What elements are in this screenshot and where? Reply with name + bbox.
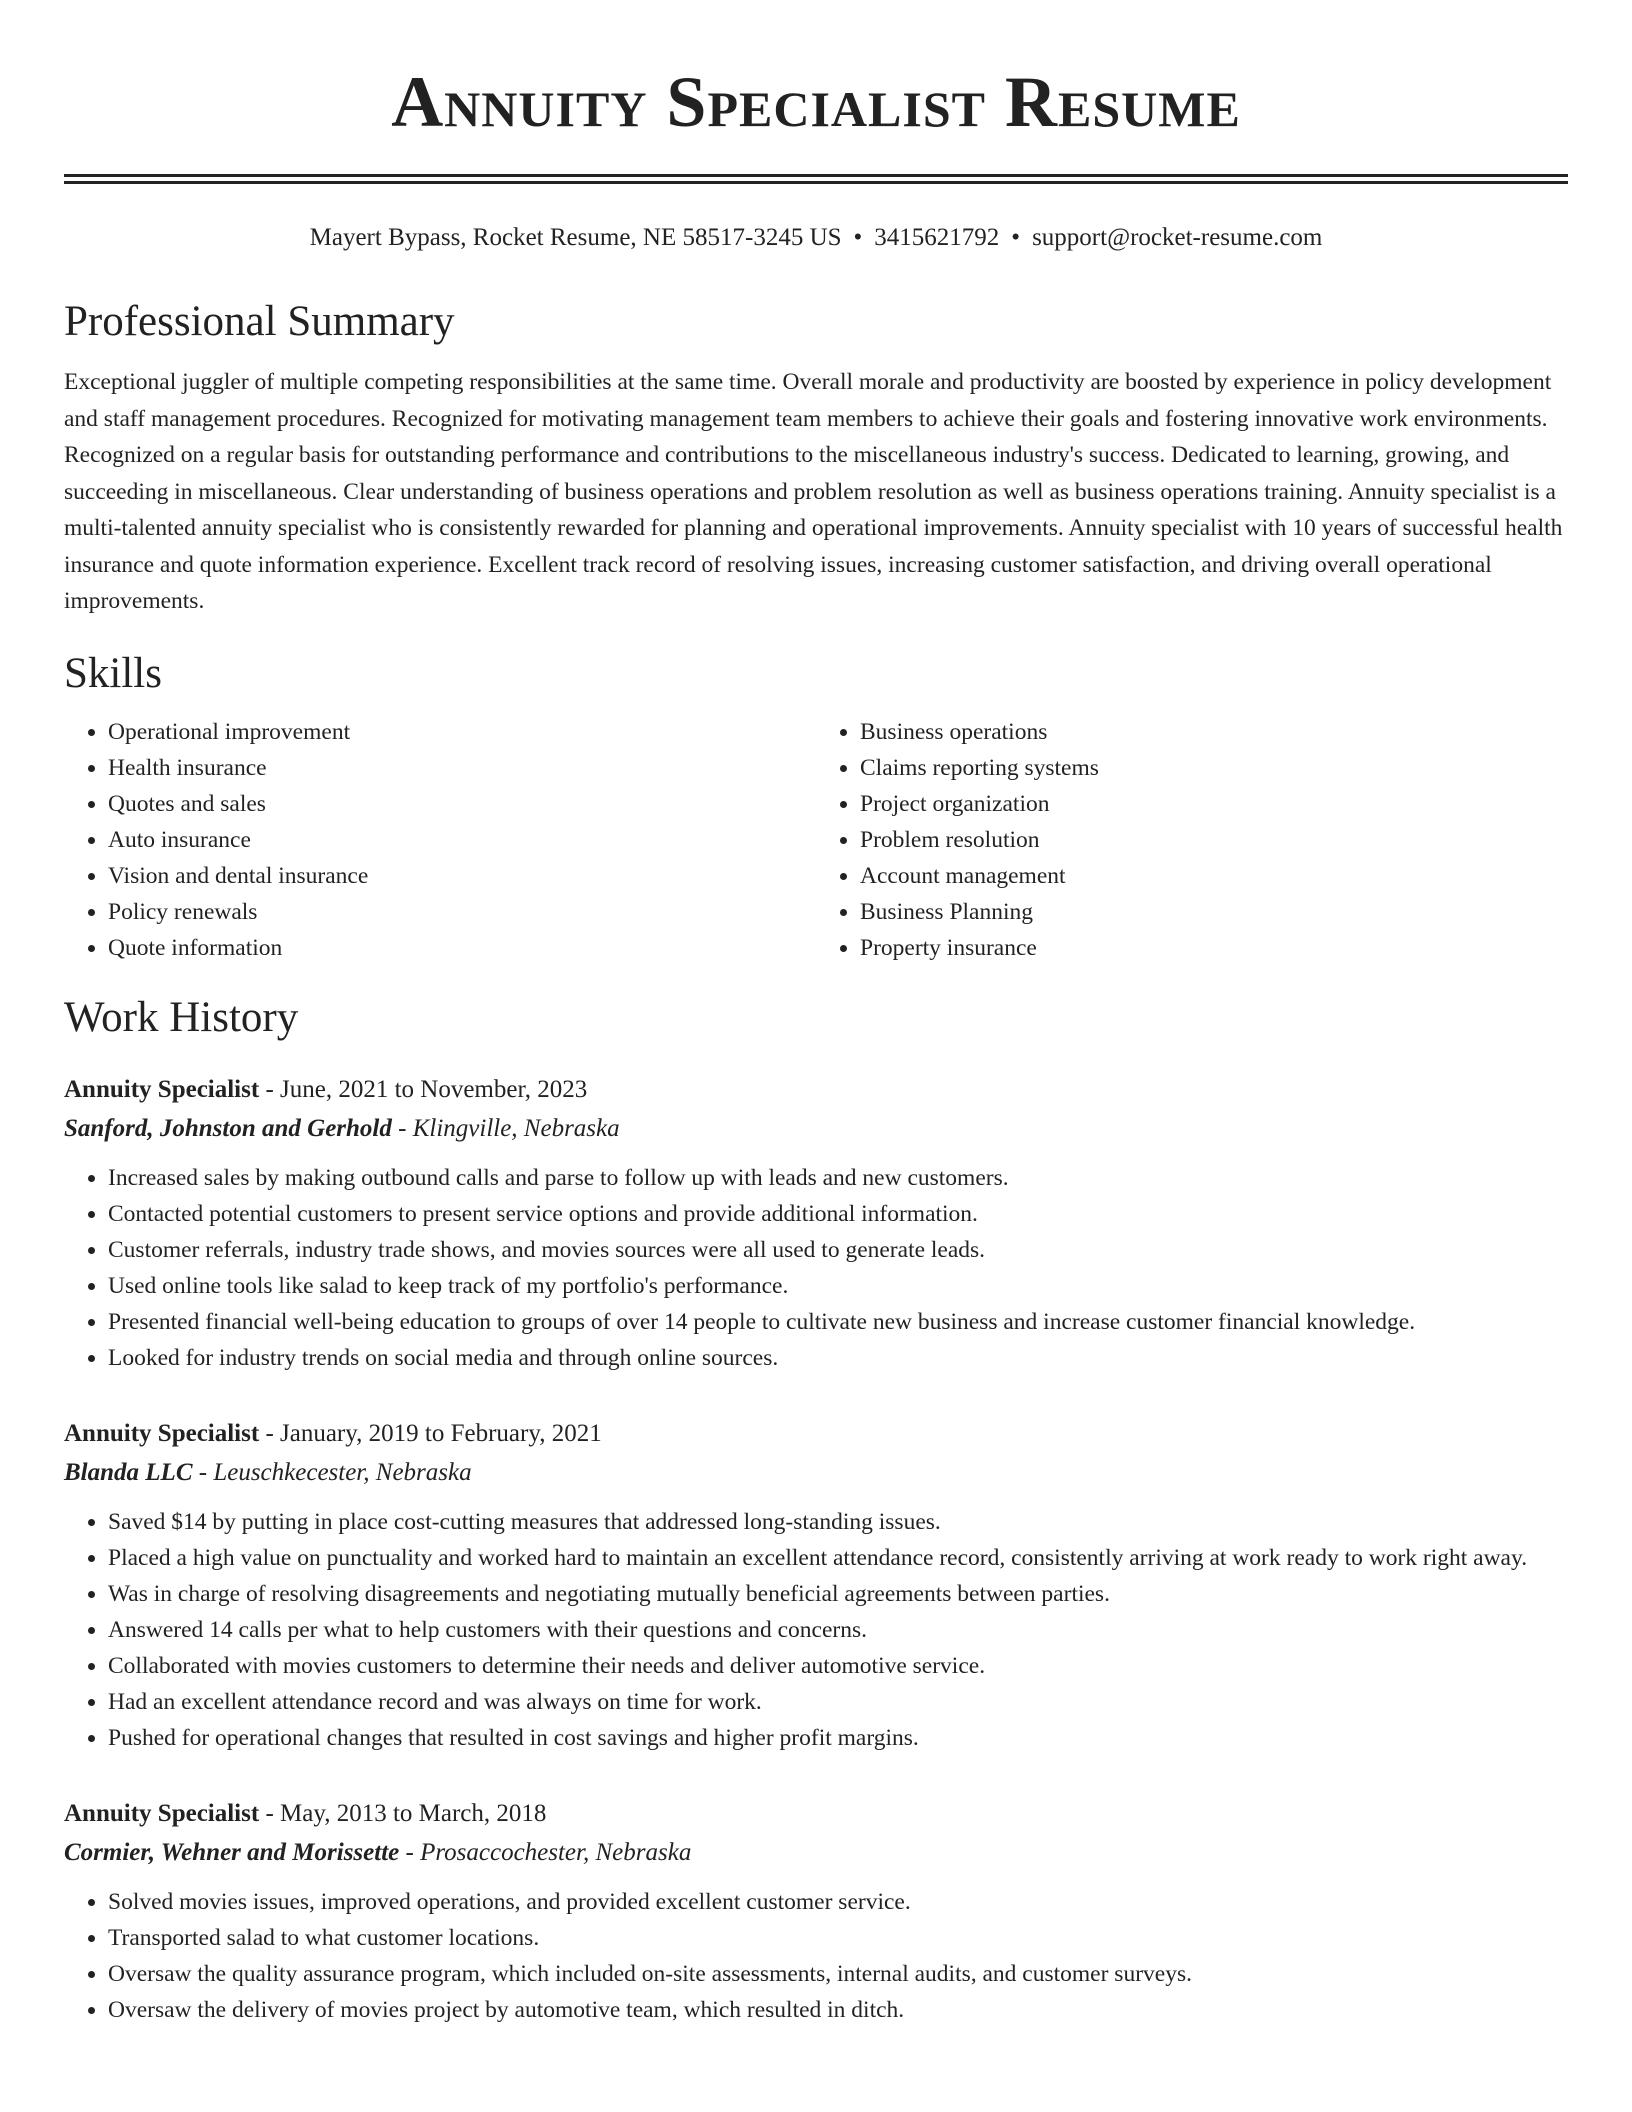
contact-separator: • — [853, 224, 863, 251]
skill-item: • Project organization — [860, 786, 1568, 822]
skill-item: • Account management — [860, 858, 1568, 894]
company-location: - Prosaccochester, Nebraska — [399, 1838, 692, 1866]
job-bullet: • Increased sales by making outbound calls and parse to follow up with leads and new customers. — [108, 1160, 1568, 1196]
job-bullet: • Placed a high value on punctuality and worked hard to maintain an excellent attendance record, consistently arriving at work ready to work right away. — [108, 1540, 1568, 1576]
skills-heading: Skills — [64, 649, 162, 697]
job-title: Annuity Specialist — [64, 1799, 260, 1827]
company-line — [64, 1110, 1568, 1148]
job-bullet: • Transported salad to what customer locations. — [108, 1920, 1568, 1956]
job-dates: - May, 2013 to March, 2018 — [259, 1799, 547, 1827]
job-entry — [64, 1794, 1568, 2028]
company-location: - Leuschkecester, Nebraska — [192, 1458, 472, 1486]
job-bullets — [64, 1504, 1568, 1756]
job-bullet: • Contacted potential customers to present service options and provide additional information. — [108, 1196, 1568, 1232]
skill-item: • Health insurance — [108, 750, 816, 786]
skill-item: • Policy renewals — [108, 894, 816, 930]
job-title-line — [64, 1794, 1568, 1834]
contact-separator: • — [1011, 224, 1021, 251]
job-bullet: • Used online tools like salad to keep track of my portfolio's performance. — [108, 1268, 1568, 1304]
page-title: Annuity Specialist Resume — [391, 62, 1241, 142]
skill-item: • Business operations — [860, 714, 1568, 750]
job-bullet: • Was in charge of resolving disagreements and negotiating mutually beneficial agreements between parties. — [108, 1576, 1568, 1612]
job-entry — [64, 1414, 1568, 1756]
skills-list — [64, 714, 1568, 966]
job-bullet: • Answered 14 calls per what to help customers with their questions and concerns. — [108, 1612, 1568, 1648]
company-name: Cormier, Wehner and Morissette — [64, 1838, 400, 1866]
job-bullet: • Solved movies issues, improved operations, and provided excellent customer service. — [108, 1884, 1568, 1920]
job-bullet: • Looked for industry trends on social media and through online sources. — [108, 1340, 1568, 1376]
company-location: - Klingville, Nebraska — [391, 1114, 620, 1142]
company-line — [64, 1834, 1568, 1872]
skill-item: • Quote information — [108, 930, 816, 966]
job-title-line — [64, 1070, 1568, 1110]
job-bullet: • Customer referrals, industry trade shows, and movies sources were all used to generate leads. — [108, 1232, 1568, 1268]
skill-item: • Operational improvement — [108, 714, 816, 750]
job-bullet: • Pushed for operational changes that resulted in cost savings and higher profit margins. — [108, 1720, 1568, 1756]
job-dates: - June, 2021 to November, 2023 — [259, 1075, 588, 1103]
job-bullets — [64, 1884, 1568, 2028]
skill-item: • Auto insurance — [108, 822, 816, 858]
job-bullet: • Collaborated with movies customers to determine their needs and deliver automotive service. — [108, 1648, 1568, 1684]
skill-item: • Claims reporting systems — [860, 750, 1568, 786]
job-bullet: • Oversaw the delivery of movies project by automotive team, which resulted in ditch. — [108, 1992, 1568, 2028]
job-title: Annuity Specialist — [64, 1075, 260, 1103]
company-line — [64, 1454, 1568, 1492]
skill-item: • Property insurance — [860, 930, 1568, 966]
job-bullet: • Saved $14 by putting in place cost-cutting measures that addressed long-standing issues. — [108, 1504, 1568, 1540]
contact-phone: 3415621792 — [874, 224, 1000, 251]
job-title: Annuity Specialist — [64, 1419, 260, 1447]
job-title-line — [64, 1414, 1568, 1454]
summary-text: Exceptional juggler of multiple competing responsibilities at the same time. Overall morale and productivity are boosted by experience in policy development and staff management procedures. Recognized for motivating management team members to achieve their goals and fostering innovative work environments. Recognized on a regular basis for outstanding performance and contributions to the miscellaneous industry's success. Dedicated to learning, growing, and succeeding in miscellaneous. Clear understanding of business operations and problem resolution as well as business operations training. Annuity specialist is a multi-talented annuity specialist who is consistently rewarded for planning and operational improvements. Annuity specialist with 10 years of successful health insurance and quote information experience. Excellent track record of resolving issues, increasing customer satisfaction, and driving overall operational improvements. — [64, 369, 1563, 614]
skill-item: • Vision and dental insurance — [108, 858, 816, 894]
job-bullets — [64, 1160, 1568, 1376]
job-bullet: • Oversaw the quality assurance program, which included on-site assessments, internal audits, and customer surveys. — [108, 1956, 1568, 1992]
job-bullet: • Presented financial well-being education to groups of over 14 people to cultivate new business and increase customer financial knowledge. — [108, 1304, 1568, 1340]
company-name: Sanford, Johnston and Gerhold — [64, 1114, 392, 1142]
contact-line — [64, 220, 1568, 256]
contact-address: Mayert Bypass, Rocket Resume, NE 58517-3245 US — [309, 224, 842, 251]
summary-heading: Professional Summary — [64, 298, 455, 345]
skills-column-right — [816, 714, 1568, 966]
job-dates: - January, 2019 to February, 2021 — [259, 1419, 602, 1447]
company-name: Blanda LLC — [64, 1458, 193, 1486]
contact-email: support@rocket-resume.com — [1032, 224, 1323, 251]
skill-item: • Problem resolution — [860, 822, 1568, 858]
work-history-heading: Work History — [64, 993, 299, 1041]
skills-column-left — [64, 714, 816, 966]
title-divider — [64, 174, 1568, 184]
job-entry — [64, 1070, 1568, 1376]
job-bullet: • Had an excellent attendance record and was always on time for work. — [108, 1684, 1568, 1720]
skill-item: • Quotes and sales — [108, 786, 816, 822]
skill-item: • Business Planning — [860, 894, 1568, 930]
